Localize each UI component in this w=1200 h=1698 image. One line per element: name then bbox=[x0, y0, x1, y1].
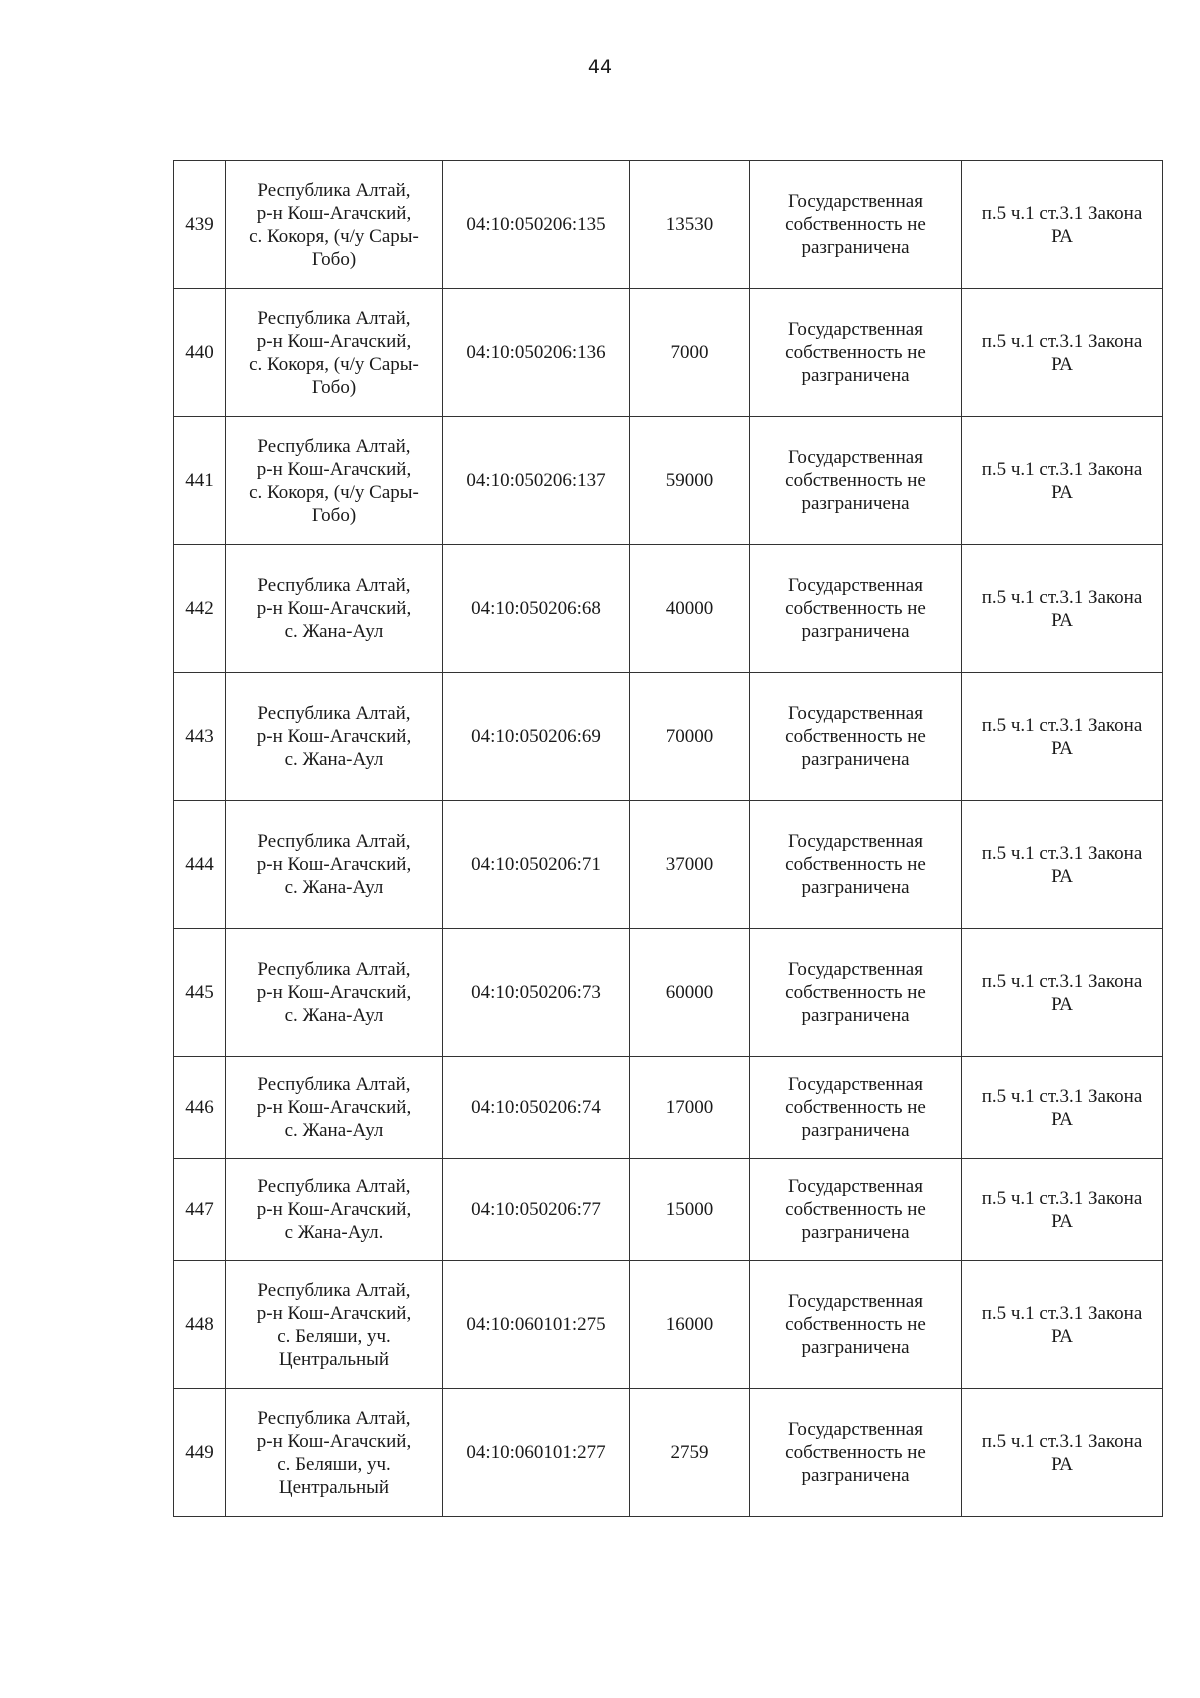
ownership-cell: Государственная собственность не разграничена bbox=[750, 1261, 962, 1389]
table-row bbox=[174, 161, 1163, 289]
address-cell: Республика Алтай, р-н Кош-Агачский, с. Жана-Аул bbox=[226, 929, 443, 1057]
row-number-cell: 444 bbox=[174, 801, 226, 929]
cadastral-number-cell: 04:10:050206:77 bbox=[443, 1159, 630, 1261]
area-cell: 59000 bbox=[630, 417, 750, 545]
row-number-cell: 449 bbox=[174, 1389, 226, 1517]
ownership-cell: Государственная собственность не разграничена bbox=[750, 289, 962, 417]
legal-basis-cell: п.5 ч.1 ст.3.1 Закона РА bbox=[962, 1261, 1163, 1389]
table-row bbox=[174, 289, 1163, 417]
table-row bbox=[174, 673, 1163, 801]
table-row bbox=[174, 1389, 1163, 1517]
cadastral-number-cell: 04:10:050206:135 bbox=[443, 161, 630, 289]
legal-basis-cell: п.5 ч.1 ст.3.1 Закона РА bbox=[962, 161, 1163, 289]
address-cell: Республика Алтай, р-н Кош-Агачский, с. Жана-Аул bbox=[226, 1057, 443, 1159]
address-cell: Республика Алтай, р-н Кош-Агачский, с Жана-Аул. bbox=[226, 1159, 443, 1261]
cadastral-number-cell: 04:10:050206:74 bbox=[443, 1057, 630, 1159]
cadastral-number-cell: 04:10:050206:136 bbox=[443, 289, 630, 417]
row-number-cell: 440 bbox=[174, 289, 226, 417]
ownership-cell: Государственная собственность не разграничена bbox=[750, 1159, 962, 1261]
area-cell: 70000 bbox=[630, 673, 750, 801]
land-plot-table bbox=[173, 160, 1163, 1517]
area-cell: 16000 bbox=[630, 1261, 750, 1389]
legal-basis-cell: п.5 ч.1 ст.3.1 Закона РА bbox=[962, 1389, 1163, 1517]
ownership-cell: Государственная собственность не разграничена bbox=[750, 417, 962, 545]
legal-basis-cell: п.5 ч.1 ст.3.1 Закона РА bbox=[962, 801, 1163, 929]
legal-basis-cell: п.5 ч.1 ст.3.1 Закона РА bbox=[962, 545, 1163, 673]
cadastral-number-cell: 04:10:060101:277 bbox=[443, 1389, 630, 1517]
row-number-cell: 448 bbox=[174, 1261, 226, 1389]
legal-basis-cell: п.5 ч.1 ст.3.1 Закона РА bbox=[962, 929, 1163, 1057]
area-cell: 2759 bbox=[630, 1389, 750, 1517]
row-number-cell: 447 bbox=[174, 1159, 226, 1261]
cadastral-number-cell: 04:10:050206:69 bbox=[443, 673, 630, 801]
address-cell: Республика Алтай, р-н Кош-Агачский, с. Жана-Аул bbox=[226, 673, 443, 801]
area-cell: 40000 bbox=[630, 545, 750, 673]
area-cell: 17000 bbox=[630, 1057, 750, 1159]
legal-basis-cell: п.5 ч.1 ст.3.1 Закона РА bbox=[962, 1159, 1163, 1261]
address-cell: Республика Алтай, р-н Кош-Агачский, с. Кокоря, (ч/у Сары- Гобо) bbox=[226, 289, 443, 417]
row-number-cell: 442 bbox=[174, 545, 226, 673]
legal-basis-cell: п.5 ч.1 ст.3.1 Закона РА bbox=[962, 1057, 1163, 1159]
row-number-cell: 445 bbox=[174, 929, 226, 1057]
page-number: 44 bbox=[587, 56, 613, 78]
table-row bbox=[174, 545, 1163, 673]
address-cell: Республика Алтай, р-н Кош-Агачский, с. Кокоря, (ч/у Сары- Гобо) bbox=[226, 417, 443, 545]
address-cell: Республика Алтай, р-н Кош-Агачский, с. Беляши, уч. Центральный bbox=[226, 1261, 443, 1389]
ownership-cell: Государственная собственность не разграничена bbox=[750, 801, 962, 929]
area-cell: 13530 bbox=[630, 161, 750, 289]
table-row bbox=[174, 1159, 1163, 1261]
area-cell: 37000 bbox=[630, 801, 750, 929]
cadastral-number-cell: 04:10:050206:73 bbox=[443, 929, 630, 1057]
legal-basis-cell: п.5 ч.1 ст.3.1 Закона РА bbox=[962, 417, 1163, 545]
row-number-cell: 439 bbox=[174, 161, 226, 289]
area-cell: 60000 bbox=[630, 929, 750, 1057]
row-number-cell: 441 bbox=[174, 417, 226, 545]
address-cell: Республика Алтай, р-н Кош-Агачский, с. Жана-Аул bbox=[226, 545, 443, 673]
table-row bbox=[174, 1057, 1163, 1159]
area-cell: 15000 bbox=[630, 1159, 750, 1261]
cadastral-number-cell: 04:10:060101:275 bbox=[443, 1261, 630, 1389]
address-cell: Республика Алтай, р-н Кош-Агачский, с. Кокоря, (ч/у Сары- Гобо) bbox=[226, 161, 443, 289]
table-row bbox=[174, 801, 1163, 929]
cadastral-number-cell: 04:10:050206:71 bbox=[443, 801, 630, 929]
address-cell: Республика Алтай, р-н Кош-Агачский, с. Жана-Аул bbox=[226, 801, 443, 929]
cadastral-number-cell: 04:10:050206:68 bbox=[443, 545, 630, 673]
address-cell: Республика Алтай, р-н Кош-Агачский, с. Беляши, уч. Центральный bbox=[226, 1389, 443, 1517]
ownership-cell: Государственная собственность не разграничена bbox=[750, 545, 962, 673]
row-number-cell: 443 bbox=[174, 673, 226, 801]
ownership-cell: Государственная собственность не разграничена bbox=[750, 673, 962, 801]
table-row bbox=[174, 417, 1163, 545]
ownership-cell: Государственная собственность не разграничена bbox=[750, 161, 962, 289]
area-cell: 7000 bbox=[630, 289, 750, 417]
table-row bbox=[174, 929, 1163, 1057]
legal-basis-cell: п.5 ч.1 ст.3.1 Закона РА bbox=[962, 289, 1163, 417]
cadastral-number-cell: 04:10:050206:137 bbox=[443, 417, 630, 545]
ownership-cell: Государственная собственность не разграничена bbox=[750, 1057, 962, 1159]
ownership-cell: Государственная собственность не разграничена bbox=[750, 1389, 962, 1517]
ownership-cell: Государственная собственность не разграничена bbox=[750, 929, 962, 1057]
table-row bbox=[174, 1261, 1163, 1389]
legal-basis-cell: п.5 ч.1 ст.3.1 Закона РА bbox=[962, 673, 1163, 801]
row-number-cell: 446 bbox=[174, 1057, 226, 1159]
